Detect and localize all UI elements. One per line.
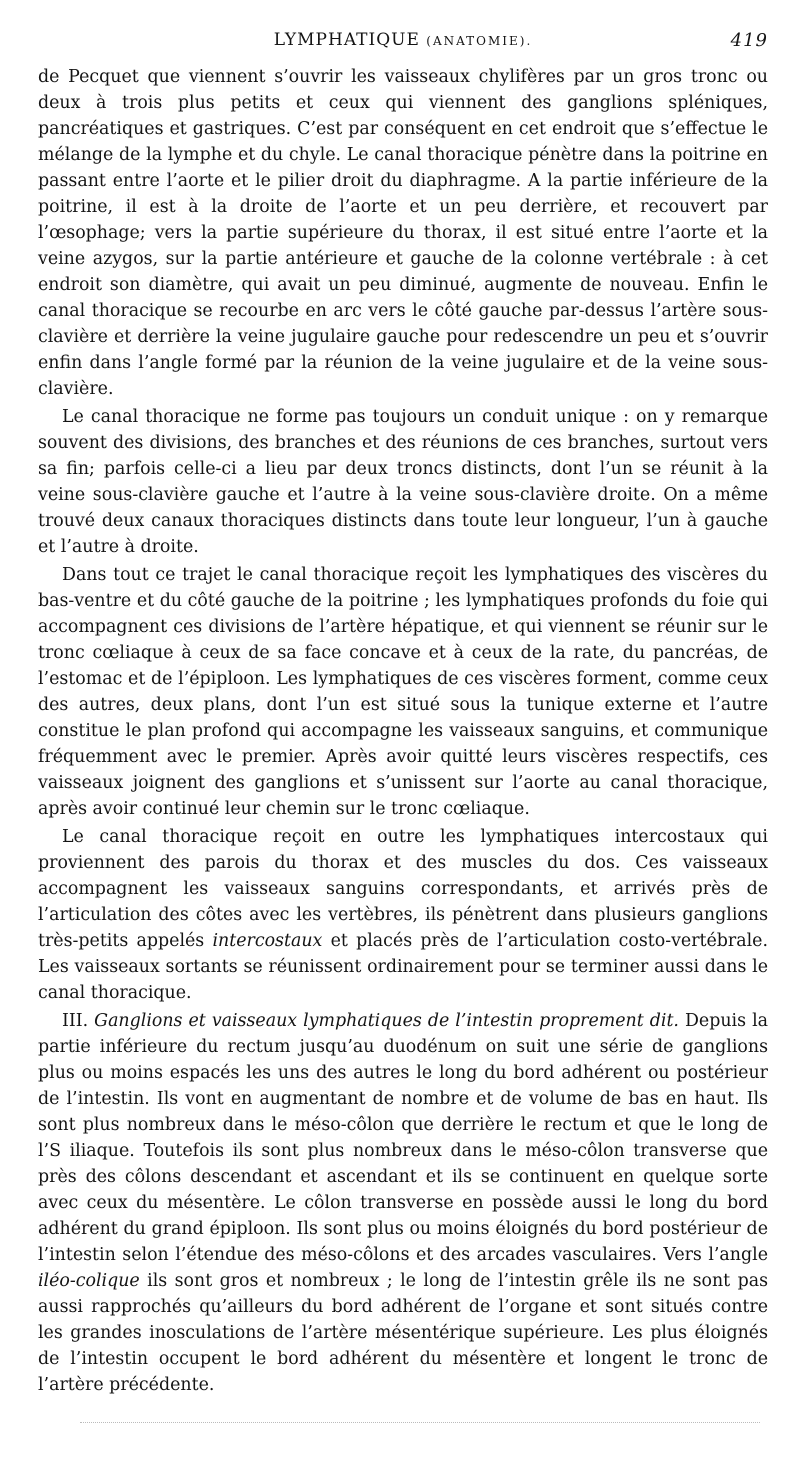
- paragraph-section-iii: [38, 1008, 768, 1398]
- text-run: et placés près de l’articulation costo-vertébrale. Les vaisseaux sortants se réunissent ordinairement pour se terminer aussi dans le canal thoracique.: [38, 931, 768, 1003]
- text-run: de Pecquet que viennent s’ouvrir les vaisseaux chylifères par un gros tronc ou deux à trois plus petits et ceux qui viennent des ganglions spléniques, pancréatiques et gastriques. C’est par conséquent en cet endroit que s’effectue le mélange de la lymphe et du chyle. Le canal thoracique pénètre dans la poitrine en passant entre l’aorte et le pilier droit du diaphragme. A la partie inférieure de la poitrine, il est à la droite de l’aorte et un peu derrière, et recouvert par l’œsophage; vers la partie supérieure du thorax, il est situé entre l’aorte et la veine azygos, sur la partie antérieure et gauche de la colonne vertébrale : à cet endroit son diamètre, qui avait un peu diminué, augmente de nouveau. Enfin le canal thoracique se recourbe en arc vers le côté gauche par-dessus l’artère sous-clavière et derrière la veine jugulaire gauche pour redescendre un peu et s’ouvrir enfin dans l’angle formé par la réunion de la veine jugulaire et de la veine sous-clavière.: [38, 67, 768, 399]
- text-run: III.: [62, 1011, 95, 1031]
- paragraph-canal-divisions: [38, 404, 768, 560]
- page-number: 419: [730, 30, 768, 51]
- page: [38, 30, 768, 1398]
- italic-run: iléo-colique: [38, 1271, 140, 1291]
- text-run: Le canal thoracique ne forme pas toujours un conduit unique : on y remarque souvent des divisions, des branches et des réunions de ces branches, surtout vers sa fin; parfois celle-ci a lieu par deux troncs distincts, dont l’un se réunit à la veine sous-clavière gauche et l’autre à la veine sous-clavière droite. On a même trouvé deux canaux thoraciques distincts dans toute leur longueur, l’un à gauche et l’autre à droite.: [38, 407, 768, 557]
- text-run: Depuis la partie inférieure du rectum jusqu’au duodénum on suit une série de ganglions plus ou moins espacés les uns des autres le long du bord adhérent ou postérieur de l’intestin. Ils vont en augmentant de nombre et de volume de bas en haut. Ils sont plus nombreux dans le méso-côlon que derrière le rectum et que le long de l’S iliaque. Toutefois ils sont plus nombreux dans le méso-côlon transverse que près des côlons descendant et ascendant et ils se continuent en quelque sorte avec ceux du mésentère. Le côlon transverse en possède aussi le long du bord adhérent du grand épiploon. Ils sont plus ou moins éloignés du bord postérieur de l’intestin selon l’étendue des méso-côlons et des arcades vasculaires. Vers l’angle: [38, 1011, 769, 1265]
- paragraph-intercostal-lymphatics: [38, 824, 768, 1006]
- italic-run: intercostaux: [212, 931, 323, 951]
- header-title: LYMPHATIQUE: [273, 30, 420, 50]
- italic-run: Ganglions et vaisseaux lymphatiques de l’intestin proprement dit.: [94, 1011, 679, 1031]
- text-run: Le canal thoracique reçoit en outre les lymphatiques intercostaux qui proviennent des parois du thorax et des muscles du dos. Ces vaisseaux accompagnent les vaisseaux sanguins correspondants, et arrivés près de l’articulation des côtes avec les vertèbres, ils pénètrent dans plusieurs ganglions très-petits appelés: [38, 827, 768, 951]
- paragraph-viscera-lymphatics: [38, 562, 768, 822]
- text-run: Dans tout ce trajet le canal thoracique reçoit les lymphatiques des viscères du bas-ventre et du côté gauche de la poitrine ; les lymphatiques profonds du foie qui accompagnent ces divisions de l’artère hépatique, et qui viennent se réunir sur le tronc cœliaque à ceux de sa face concave et à ceux de la rate, du pancréas, de l’estomac et de l’épiploon. Les lymphatiques de ces viscères forment, comme ceux des autres, deux plans, dont l’un est situé sous la tunique externe et l’autre constitue le plan profond qui accompagne les vaisseaux sanguins, et communique fréquemment avec le premier. Après avoir quitté leurs viscères respectifs, ces vaisseaux joignent des ganglions et s’unissent sur l’aorte au canal thoracique, après avoir continué leur chemin sur le tronc cœliaque.: [38, 565, 768, 819]
- running-head-title: [38, 30, 768, 50]
- body-text: [38, 64, 768, 1398]
- footer-rule: [80, 1422, 760, 1424]
- text-run: ils sont gros et nombreux ; le long de l’intestin grêle ils ne sont pas aussi rapprochés qu’ailleurs du bord adhérent de l’organe et sont situés contre les grandes inosculations de l’artère mésentérique supérieure. Les plus éloignés de l’intestin occupent le bord adhérent du mésentère et longent le tronc de l’artère précédente.: [38, 1271, 768, 1395]
- header-subtitle: (ANATOMIE).: [426, 34, 533, 48]
- paragraph-continuation: [38, 64, 768, 402]
- running-header: [38, 30, 768, 56]
